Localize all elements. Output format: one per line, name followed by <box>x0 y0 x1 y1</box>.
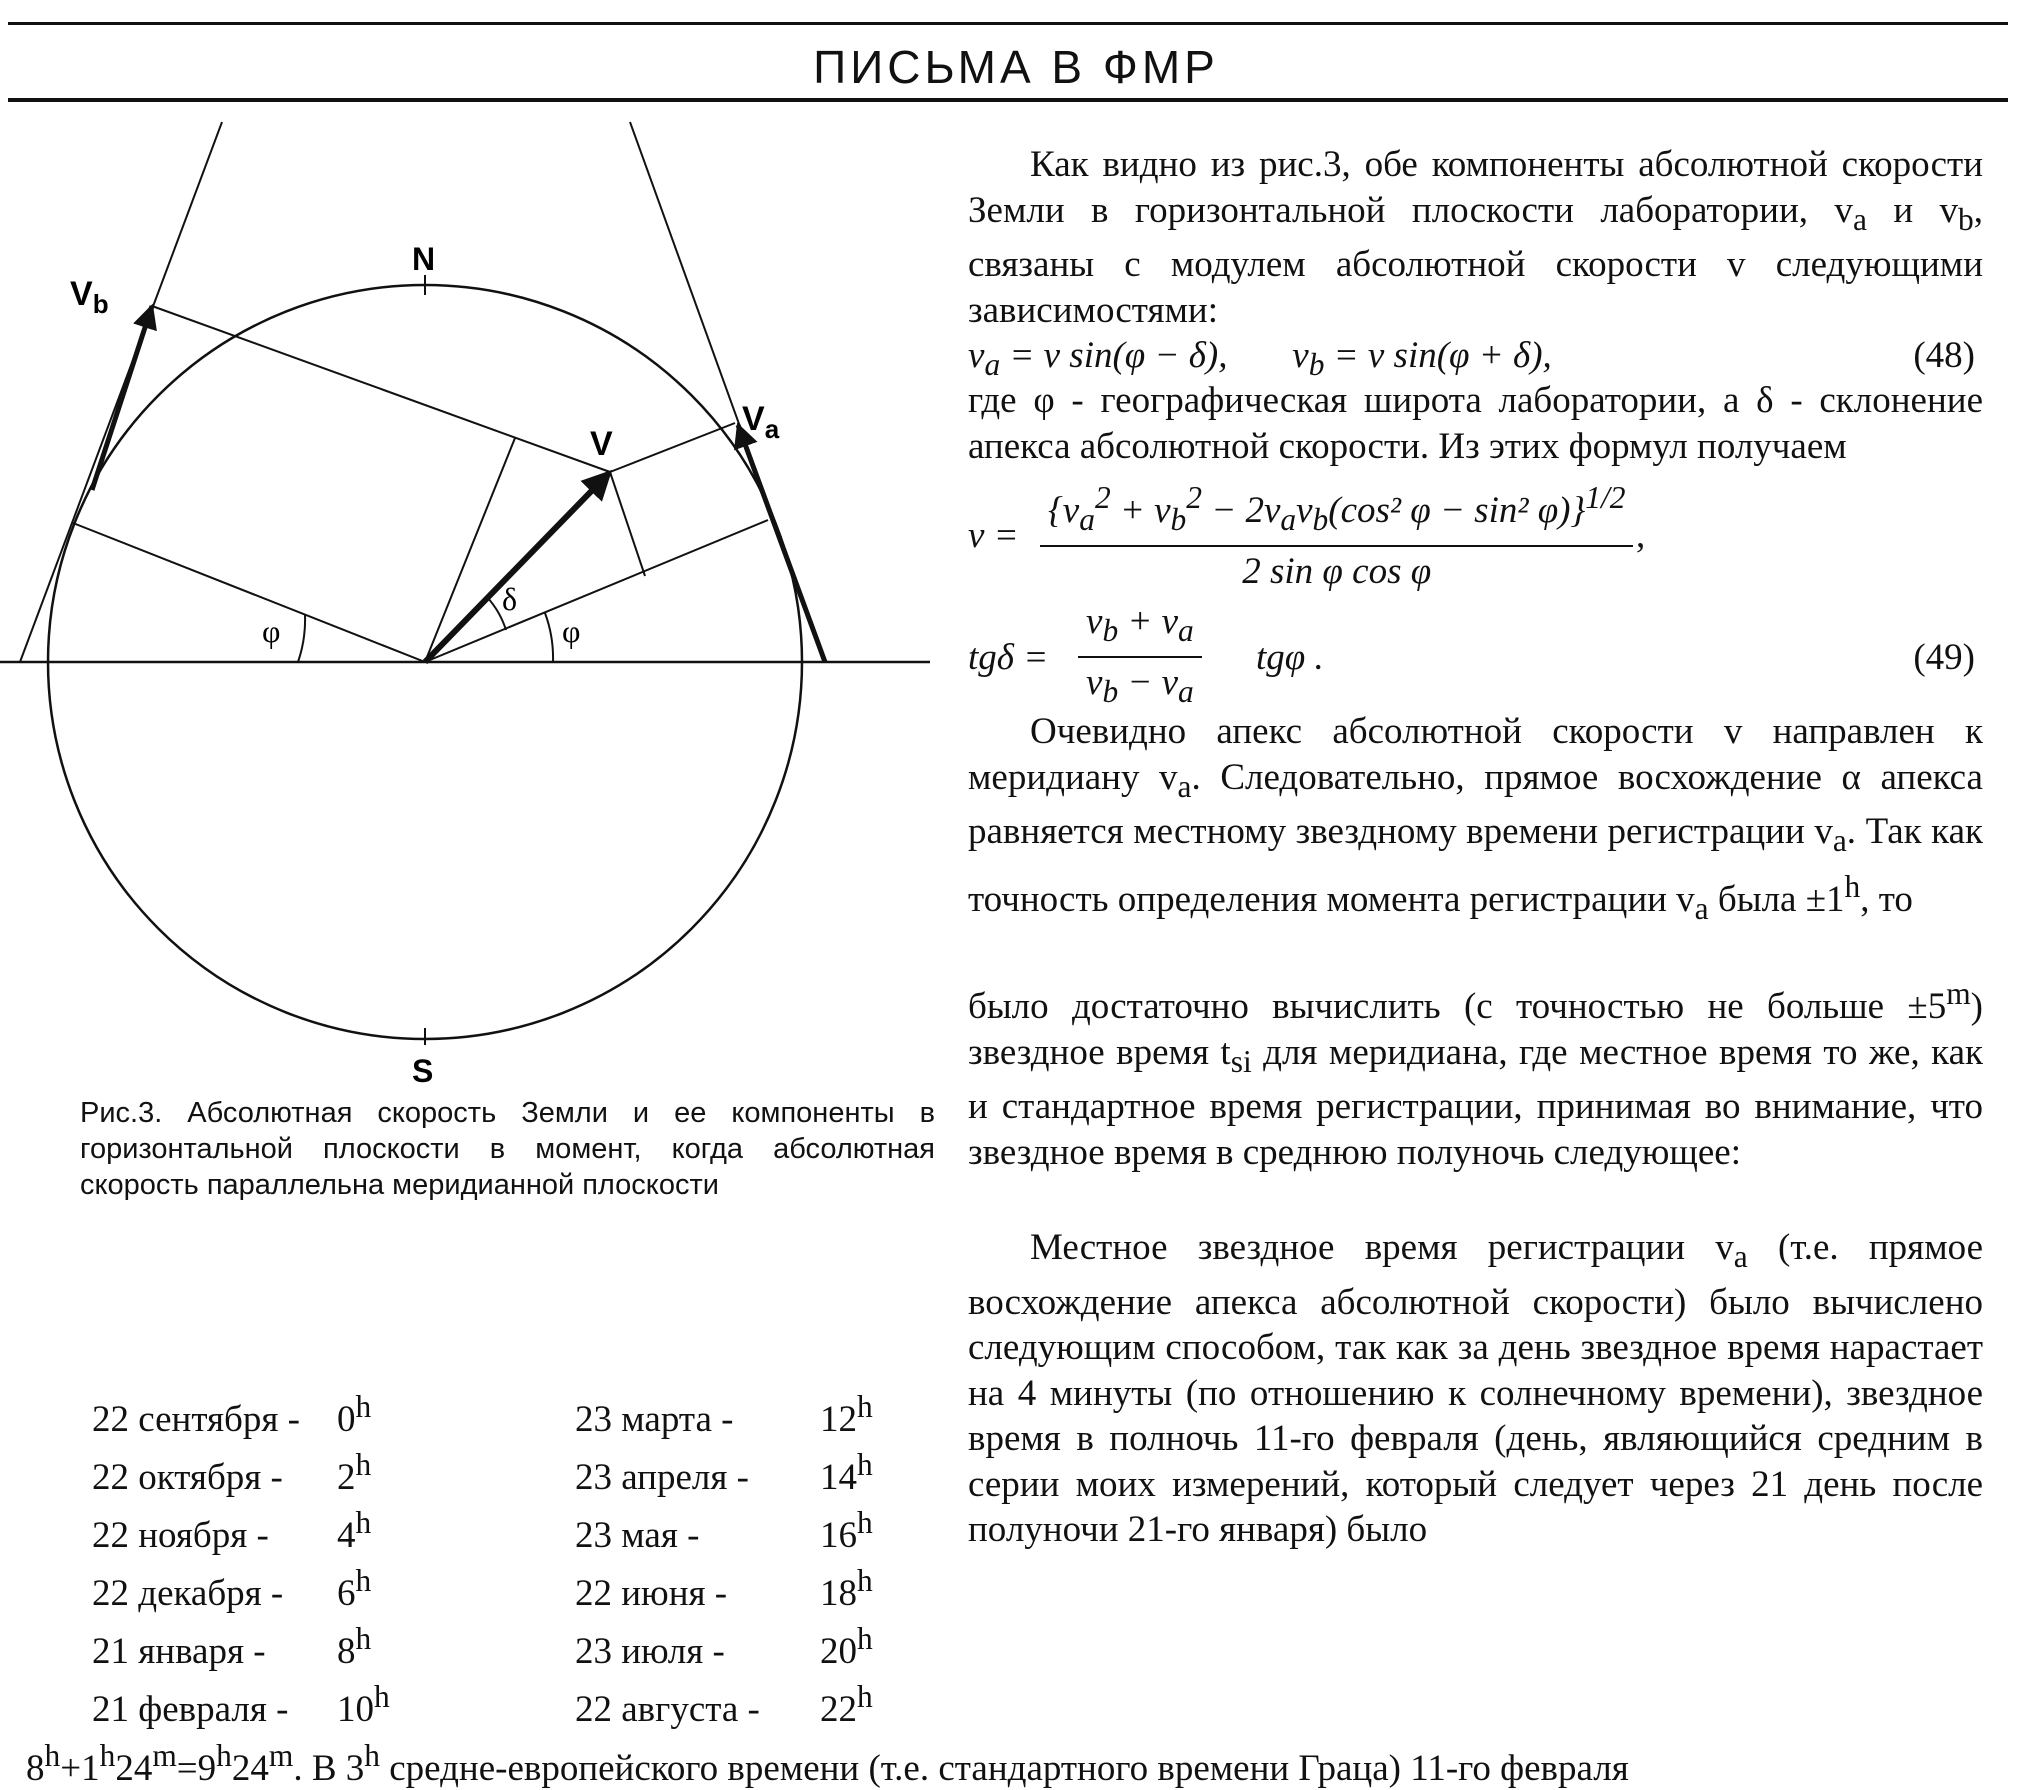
figure-3-diagram <box>0 110 935 1095</box>
equation-48: $v_a = v$ sin(φ − δ), $v_b = v$ sin(φ + δ), (48) <box>968 335 1975 382</box>
table-time: 12h <box>820 1389 873 1440</box>
table-row <box>575 1558 873 1616</box>
rect-line-3 <box>425 520 768 662</box>
equation-v: v = {$v_a^2 + v_b^2 - 2v_av_b(\cos^2$ φ − sin² φ)}$^{1/2}$ 2 sin φ cos φ , <box>968 475 1983 595</box>
table-row <box>575 1616 873 1674</box>
table-time: 20h <box>820 1621 873 1672</box>
table-date: 23 марта - <box>575 1399 734 1440</box>
paragraph-3: Очевидно апекс абсолютной скорости v направлен к меридиану $v_a$. Следовательно, прямое восхождение α апекса равняется местному звездному времени регистрации $v_a$. Так как точность определения момента регистрации $v_a$ была $\pm 1^h$, то <box>968 711 1983 926</box>
header-rule-top <box>8 22 2008 25</box>
table-time: 16h <box>820 1505 873 1556</box>
figure-caption: Рис.3. Абсолютная скорость Земли и ее компоненты в горизонтальной плоскости в момент, когда абсолютная скорость параллельна меридианной плоскости <box>80 1097 935 1201</box>
table-time: 0h <box>337 1389 372 1440</box>
label-v: V <box>590 425 613 463</box>
table-date: 22 августа - <box>575 1689 760 1730</box>
vector-va-arrow <box>738 425 825 662</box>
table-time: 18h <box>820 1563 873 1614</box>
label-north: N <box>412 241 436 277</box>
rect-line-4 <box>610 423 735 472</box>
table-date: 23 июля - <box>575 1631 725 1672</box>
sidereal-table-right <box>575 1384 873 1732</box>
table-date: 21 января - <box>92 1631 266 1672</box>
table-row <box>92 1558 390 1616</box>
rect-line-6 <box>610 472 645 576</box>
rect-line-1 <box>152 306 610 472</box>
table-time: 6h <box>337 1563 372 1614</box>
bottom-text-line: $8^h+1^h24^m=9^h24^m$. В 3$^h$ средне-европейского времени (т.е. стандартного времени Граца) 11-го февраля <box>26 1738 1629 1789</box>
sidereal-table-left <box>92 1384 390 1732</box>
table-time: 8h <box>337 1621 372 1672</box>
table-date: 22 октября - <box>92 1457 283 1498</box>
table-date: 23 апреля - <box>575 1457 749 1498</box>
table-date: 22 июня - <box>575 1573 728 1614</box>
table-row <box>92 1384 390 1442</box>
paragraph-5: Местное звездное время регистрации $v_a$ (т.е. прямое восхождение апекса абсолютной скорости) было вычислено следующим способом, так как за день звездное время нарастает на 4 минуты (по отношению к солнечному времени), звездное время в полночь 11-го февраля (день, являющийся средним в серии моих измерений, который следует через 21 день после полуночи 21-го января) было <box>968 1227 1983 1550</box>
table-row <box>92 1616 390 1674</box>
tangent-left <box>20 122 222 662</box>
equation-49: tgδ = $\frac{v_b + v_a}{v_b - v_a}$ tgφ . (49) <box>968 601 1975 709</box>
equation-49-number: (49) <box>1913 637 1975 678</box>
vector-vb-arrow <box>92 306 152 490</box>
right-column <box>968 142 1983 1553</box>
label-phi-right: φ <box>562 613 581 649</box>
paragraph-2: где φ - географическая широта лаборатории, а δ - склонение апекса абсолютной скорости. Из этих формул получаем <box>968 380 1983 467</box>
paragraph-1: Как видно из рис.3, обе компоненты абсолютной скорости Земли в горизонтальной плоскости лаборатории, $v_a$ и $v_b$, связаны с модулем абсолютной скорости v следующими зависимостями: <box>968 144 1983 331</box>
table-date: 22 ноября - <box>92 1515 269 1556</box>
angle-arc-phi-right <box>545 613 553 662</box>
table-time: 10h <box>337 1679 390 1730</box>
table-row <box>92 1674 390 1732</box>
paragraph-4: было достаточно вычислить (с точностью не больше $\pm 5^m$) звездное время $t_{si}$ для меридиана, где местное время то же, как и стандартное время регистрации, принимая во внимание, что звездное время в среднюю полуночь следующее: <box>968 976 1983 1173</box>
label-va: $V_a$ <box>742 400 780 444</box>
header-rule-bottom <box>8 98 2008 102</box>
table-date: 23 мая - <box>575 1515 700 1556</box>
label-delta: δ <box>502 581 518 617</box>
table-row <box>92 1500 390 1558</box>
table-date: 22 декабря - <box>92 1573 284 1614</box>
vector-v-arrow <box>425 472 610 662</box>
table-time: 14h <box>820 1447 873 1498</box>
label-vb: $V_b$ <box>70 275 109 319</box>
label-phi-left: φ <box>262 613 281 649</box>
table-time: 2h <box>337 1447 372 1498</box>
equation-48-number: (48) <box>1913 335 1975 376</box>
rect-line-5 <box>425 438 518 662</box>
rect-line-2 <box>73 523 425 662</box>
page-header-title: ПИСЬМА В ФМР <box>813 41 1219 93</box>
table-row <box>575 1500 873 1558</box>
table-date: 21 февраля - <box>92 1689 289 1730</box>
table-row <box>575 1442 873 1500</box>
table-row <box>575 1674 873 1732</box>
table-row <box>575 1384 873 1442</box>
table-time: 22h <box>820 1679 873 1730</box>
angle-arc-phi-left <box>298 615 305 662</box>
table-date: 22 сентября - <box>92 1399 300 1440</box>
table-row <box>92 1442 390 1500</box>
table-time: 4h <box>337 1505 372 1556</box>
label-south: S <box>412 1053 434 1089</box>
